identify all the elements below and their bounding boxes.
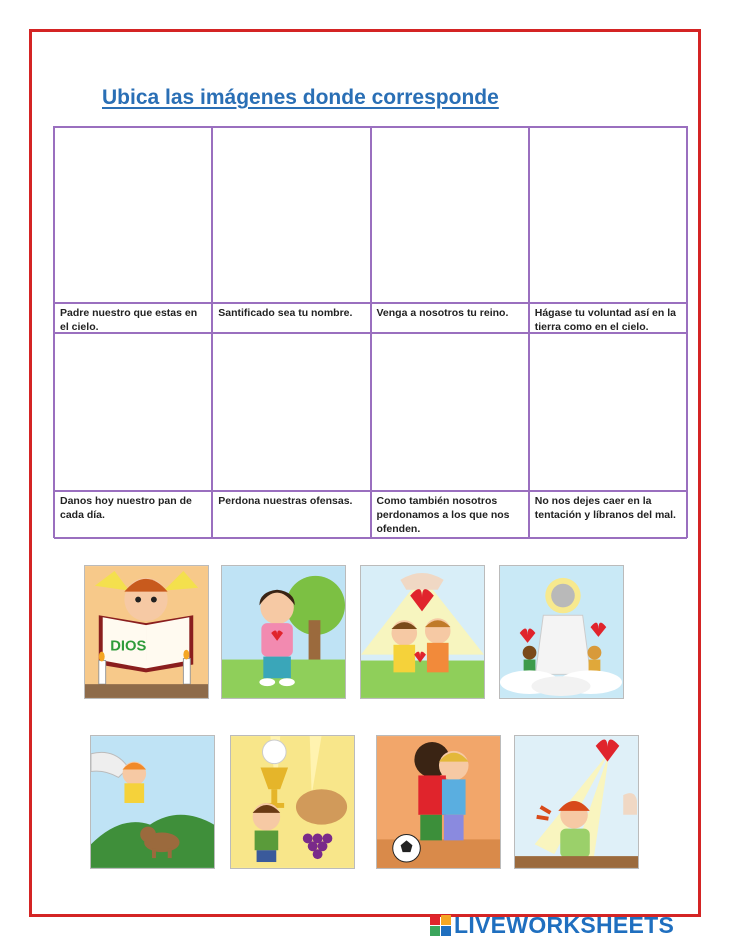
- image-children-hearts-hands[interactable]: [360, 565, 485, 699]
- drop-zone-4[interactable]: [529, 127, 687, 303]
- drop-zone-3[interactable]: [371, 127, 529, 303]
- book-text-left: DIOS: [110, 638, 147, 655]
- image-jesus-children-clouds[interactable]: [499, 565, 624, 699]
- liveworksheets-logo-icon: [430, 915, 451, 936]
- caption-4: Hágase tu voluntad así en la tierra como en el cielo.: [529, 303, 687, 333]
- drop-zone-5[interactable]: [54, 333, 212, 491]
- drop-zone-2[interactable]: [212, 127, 370, 303]
- caption-7: Como también nosotros perdonamos a los que nos ofenden.: [371, 491, 529, 539]
- image-girl-praying-heart[interactable]: [514, 735, 639, 869]
- image-child-bible-dios[interactable]: [84, 565, 209, 699]
- liveworksheets-logo: [430, 912, 674, 938]
- worksheet-title: Ubica las imágenes donde corresponde: [102, 86, 499, 109]
- caption-5: Danos hoy nuestro pan de cada día.: [54, 491, 212, 539]
- image-girl-dog-angel-hand[interactable]: [90, 735, 215, 869]
- caption-8: No nos dejes caer en la tentación y líbranos del mal.: [529, 491, 687, 539]
- caption-6: Perdona nuestras ofensas.: [212, 491, 370, 539]
- image-children-hugging-ball[interactable]: [376, 735, 501, 869]
- drop-zone-7[interactable]: [371, 333, 529, 491]
- drop-zone-6[interactable]: [212, 333, 370, 491]
- caption-1: Padre nuestro que estas en el cielo.: [54, 303, 212, 333]
- brand-text: LIVEWORKSHEETS: [454, 911, 675, 938]
- drop-zone-1[interactable]: [54, 127, 212, 303]
- image-boy-chalice-bread-grapes[interactable]: [230, 735, 355, 869]
- caption-3: Venga a nosotros tu reino.: [371, 303, 529, 333]
- answer-grid: [53, 126, 688, 538]
- caption-2: Santificado sea tu nombre.: [212, 303, 370, 333]
- drop-zone-8[interactable]: [529, 333, 687, 491]
- image-girl-heart-tree[interactable]: [221, 565, 346, 699]
